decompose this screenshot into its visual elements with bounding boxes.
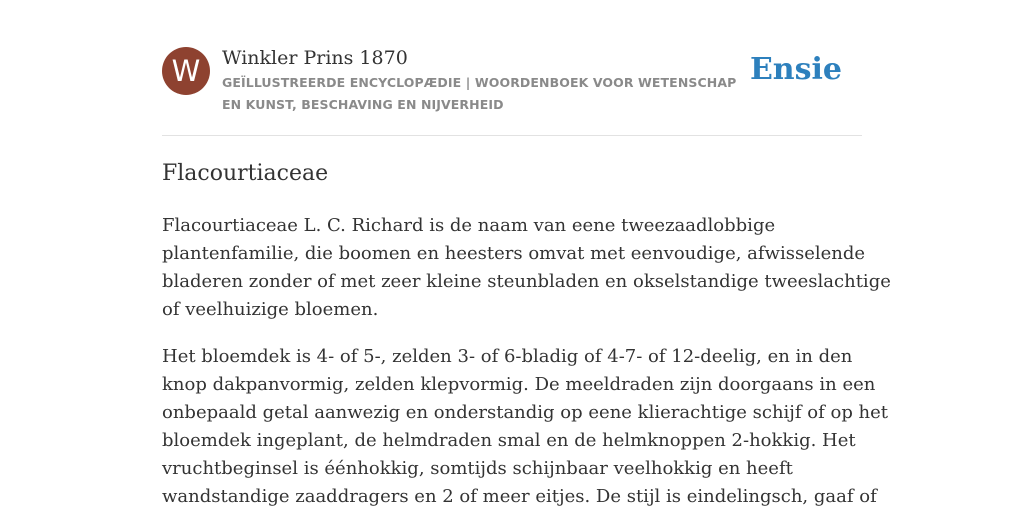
article-paragraph <box>162 343 889 511</box>
text-line: Het bloemdek is 4- of 5-, zelden 3- of 6-bladig of 4-7- of 12-deelig, en in den <box>162 346 853 367</box>
text-line: vruchtbeginsel is éénhokkig, somtijds schijnbaar veelhokkig en heeft <box>162 458 793 479</box>
source-header <box>162 44 862 136</box>
source-subtitle: GEÏLLUSTREERDE ENCYCLOPÆDIE | WOORDENBOEK VOOR WETENSCHAP EN KUNST, BESCHAVING EN NIJVERHEID <box>222 75 737 112</box>
source-avatar[interactable]: W <box>162 47 210 95</box>
text-line: Flacourtiaceae L. C. Richard is de naam van eene tweezaadlobbige <box>162 215 776 236</box>
text-line: wandstandige zaaddragers en 2 of meer eitjes. De stijl is eindelingsch, gaaf of <box>162 486 877 507</box>
article-paragraph <box>162 212 891 324</box>
text-line: plantenfamilie, die boomen en heesters omvat met eenvoudige, afwisselende <box>162 243 866 264</box>
text-line: bladeren zonder of met zeer kleine steunbladen en okselstandige tweeslachtige <box>162 271 891 292</box>
text-line: bloemdek ingeplant, de helmdraden smal en de helmknoppen 2-hokkig. Het <box>162 430 856 451</box>
text-line: onbepaald getal aanwezig en onderstandig op eene klierachtige schijf of op het <box>162 402 889 423</box>
text-line: knop dakpanvormig, zelden klepvormig. De meeldraden zijn doorgaans in een <box>162 374 876 395</box>
source-title-link[interactable]: Winkler Prins 1870 <box>222 47 408 69</box>
article-title: Flacourtiaceae <box>162 161 329 186</box>
article-body <box>162 212 891 512</box>
text-line: of veelhuizige bloemen. <box>162 299 379 320</box>
ensie-logo-link[interactable]: Ensie <box>749 52 842 87</box>
